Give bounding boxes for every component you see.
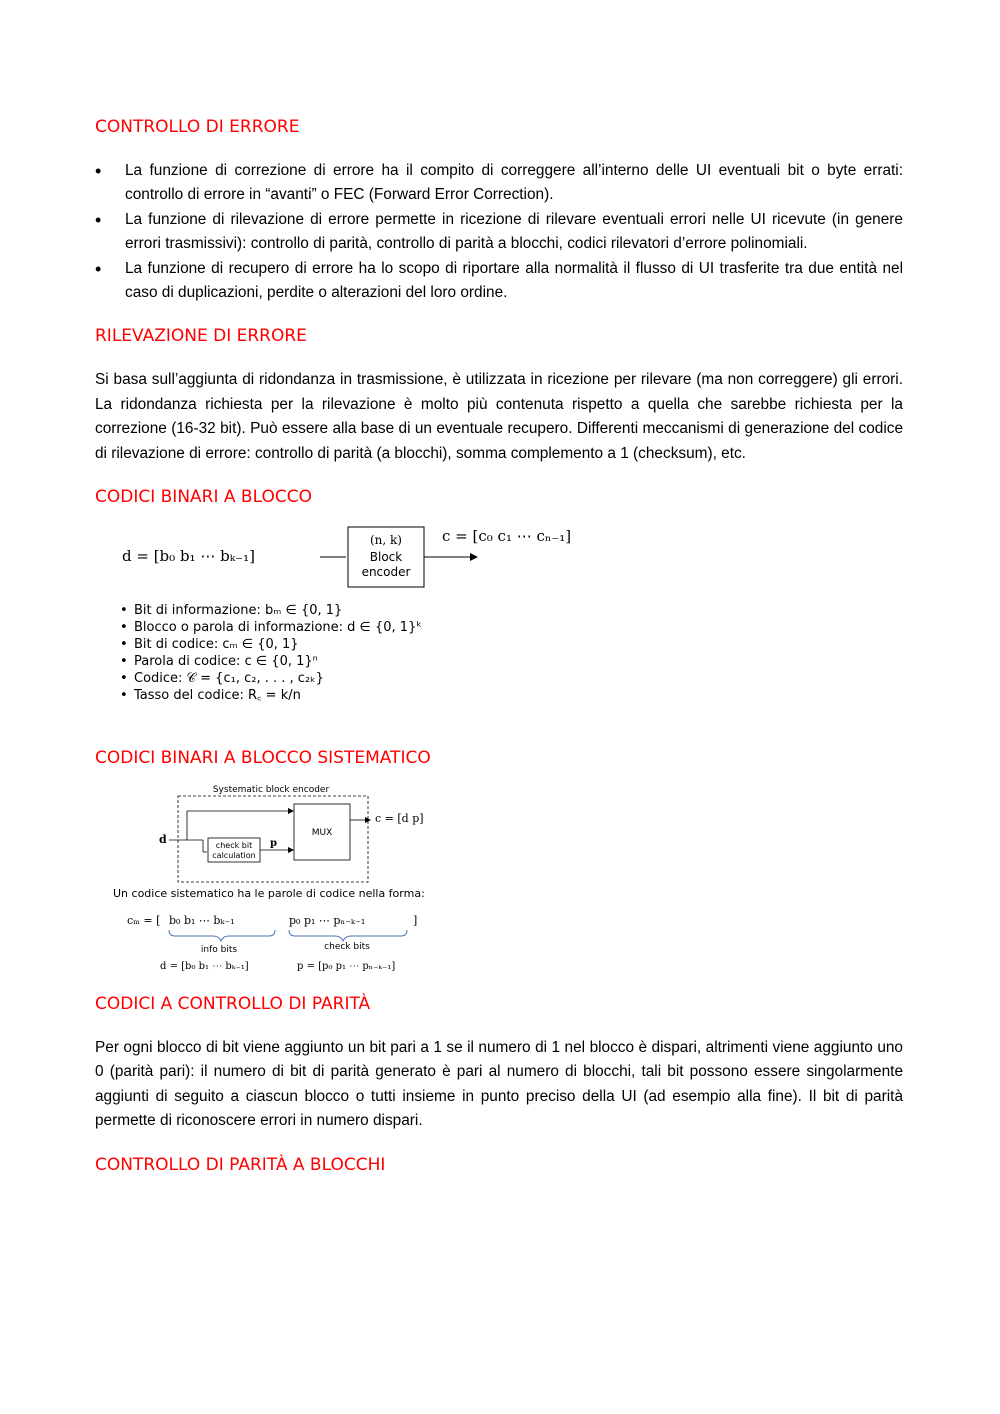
list-item: •: [120, 603, 128, 619]
info-bits-brace: [169, 930, 275, 941]
encoder-input-label: d = [b₀ b₁ ⋯ bₖ₋₁]: [122, 547, 255, 566]
codeword-check-part: p₀ p₁ ⋯ pₙ₋ₖ₋₁: [289, 914, 366, 928]
section-title-rilevazione-errore: RILEVAZIONE DI ERRORE: [95, 326, 307, 347]
list-item: • La funzione di rilevazione di errore permette in ricezione di rilevare eventuali errori nelle UI ricevute (in genere errori trasmissivi): controllo di parità, controllo di parità a blocchi, codici rilevatori d’errore polinomiali.: [95, 208, 903, 257]
list-item: • La funzione di recupero di errore ha lo scopo di riportare alla normalità il flusso di UI trasferite tra due entità nel caso di duplicazioni, perdite o alterazioni del loro ordine.: [95, 257, 903, 306]
list-item: •: [120, 688, 128, 704]
list-item: •: [120, 654, 128, 670]
section-title-codici-binari-blocco: CODICI BINARI A BLOCCO: [95, 487, 312, 508]
bullet-list-controllo-errore: [95, 159, 903, 305]
info-bits-label: info bits: [200, 945, 238, 956]
d-definition: d = [b₀ b₁ ⋯ bₖ₋₁]: [160, 961, 249, 973]
block-encoder-figure: [120, 521, 903, 746]
check-bit-label-2: calculation: [212, 851, 256, 861]
arrow-head-icon: [470, 553, 478, 561]
codeword-close: ]: [413, 914, 418, 928]
systematic-encoder-title: Systematic block encoder: [212, 785, 330, 796]
block-label: Block: [369, 550, 403, 565]
check-bit-label-1: check bit: [215, 841, 253, 851]
encoder-output-label: c = [c₀ c₁ ⋯ cₙ₋₁]: [442, 527, 572, 546]
codeword-info-part: b₀ b₁ ⋯ bₖ₋₁: [169, 914, 235, 928]
arrow-head-icon: [288, 847, 294, 853]
encoder-label: encoder: [361, 565, 411, 580]
check-bits-brace: [289, 930, 407, 941]
check-bits-label: check bits: [324, 942, 370, 953]
systematic-encoder-diagram: [113, 780, 513, 992]
block-encoder-diagram: [120, 521, 640, 746]
list-item: •: [120, 620, 128, 636]
section-title-parita-blocchi: CONTROLLO DI PARITÀ A BLOCCHI: [95, 1154, 386, 1175]
paragraph-controllo-parita: Per ogni blocco di bit viene aggiunto un bit pari a 1 se il numero di 1 nel blocco è dispari, altrimenti viene aggiunto uno 0 (parità pari): il numero di bit di parità generato è pari al numero di blocchi, tali bit possono essere singolarmente aggiunti di seguito a ciascun blocco o tutti insieme in punto preciso della UI (ad esempio alla fine). Il bit di parità permette di riconoscere errori in numero dispari.: [95, 1039, 903, 1130]
list-item: Bit di codice: cₘ ∈ {0, 1}: [134, 637, 299, 653]
section-title-controllo-errore: CONTROLLO DI ERRORE: [95, 117, 300, 137]
mux-label: MUX: [311, 828, 333, 839]
document-page: [95, 115, 903, 1177]
list-item: • La funzione di correzione di errore ha il compito di correggere all’interno delle UI eventuali bit o byte errati: controllo di errore in “avanti” o FEC (Forward Error Correction).: [95, 159, 903, 208]
list-item: Bit di informazione: bₘ ∈ {0, 1}: [134, 603, 343, 619]
section-title-codici-sistematico: CODICI BINARI A BLOCCO SISTEMATICO: [95, 748, 431, 769]
list-item: Tasso del codice: R꜀ = k/n: [134, 688, 301, 704]
arrow-head-icon: [288, 808, 294, 814]
list-item: Parola di codice: c ∈ {0, 1}ⁿ: [134, 654, 318, 670]
systematic-encoder-figure: [113, 780, 903, 992]
p-definition: p = [p₀ p₁ ⋯ pₙ₋ₖ₋₁]: [297, 961, 396, 973]
paragraph-rilevazione-errore: Si basa sull’aggiunta di ridondanza in trasmissione, è utilizzata in ricezione per rilevare (ma non correggere) gli errori. La ridondanza richiesta per la rilevazione è molto più contenuta rispetto a quella che sarebbe richiesta per la correzione (16-32 bit). Può essere alla base di un eventuale recupero. Differenti meccanismi di generazione del codice di rilevazione di errore: controllo di parità (a blocchi), somma complemento a 1 (checksum), etc.: [95, 371, 903, 462]
section-title-controllo-parita: CODICI A CONTROLLO DI PARITÀ: [95, 994, 371, 1015]
parity-label: p: [270, 838, 277, 850]
list-item: •: [120, 637, 128, 653]
codeword-prefix: cₘ = [: [127, 914, 161, 928]
systematic-output-label: c = [d p]: [375, 812, 424, 826]
systematic-caption: Un codice sistematico ha le parole di codice nella forma:: [113, 887, 425, 901]
list-item: •: [120, 671, 128, 687]
encoder-bullet-list: [120, 603, 422, 703]
block-nk-label: (n, k): [370, 533, 402, 548]
list-item: Blocco o parola di informazione: d ∈ {0, 1}ᵏ: [134, 620, 422, 636]
list-item: Codice: 𝒞 = {c₁, c₂, . . . , c₂ₖ}: [134, 671, 324, 687]
systematic-input-label: d: [159, 833, 167, 847]
